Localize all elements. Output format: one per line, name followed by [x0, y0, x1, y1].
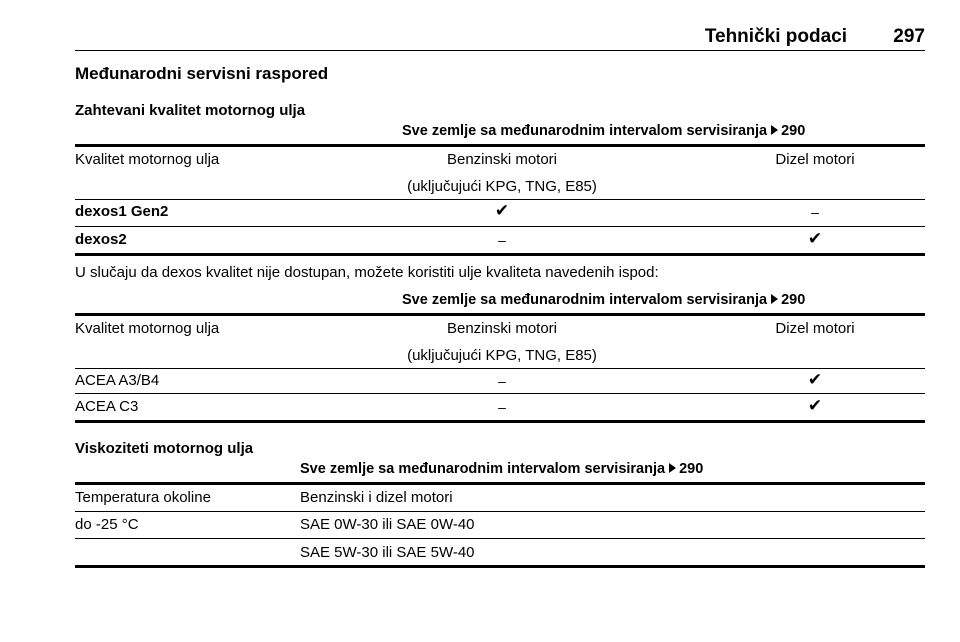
row-petrol-dash: –: [498, 232, 506, 248]
caption-ref[interactable]: 290: [679, 461, 704, 477]
row-quality: ACEA A3/B4: [75, 372, 160, 389]
arrow-right-icon: [669, 463, 676, 473]
column-header-diesel: Dizel motori: [775, 151, 855, 168]
table-caption: [300, 461, 703, 477]
table-rule: [75, 420, 925, 423]
column-header-quality: Kvalitet motornog ulja: [75, 320, 220, 337]
column-header-temperature: Temperatura okoline: [75, 489, 211, 506]
column-header-petrol-sub: (uključujući KPG, TNG, E85): [407, 178, 597, 195]
fallback-note: U slučaju da dexos kvalitet nije dostupan, možete koristiti ulje kvaliteta navedenih ispod:: [75, 264, 659, 281]
row-diesel-check: ✔: [807, 229, 823, 248]
arrow-right-icon: [771, 125, 778, 135]
caption-ref[interactable]: 290: [781, 292, 806, 308]
table-rule: [75, 482, 925, 485]
row-quality: dexos1 Gen2: [75, 203, 169, 220]
row-diesel-check: ✔: [807, 396, 823, 415]
column-header-grade: Benzinski i dizel motori: [300, 489, 453, 506]
row-diesel-dash: –: [811, 204, 819, 220]
section-title: Međunarodni servisni raspored: [75, 64, 329, 83]
oil-alternatives-table: [75, 289, 925, 429]
caption-text: Sve zemlje sa međunarodnim intervalom servisiranja: [300, 461, 666, 477]
table-caption: [402, 123, 805, 139]
caption-ref[interactable]: 290: [781, 123, 806, 139]
column-header-petrol: Benzinski motori: [446, 151, 558, 168]
column-header-petrol-sub: (uključujući KPG, TNG, E85): [407, 347, 597, 364]
table-rule: [75, 226, 925, 227]
table-rule: [75, 538, 925, 539]
row-petrol-dash: –: [498, 373, 506, 389]
oil-quality-heading: Zahtevani kvalitet motornog ulja: [75, 102, 306, 119]
table-rule: [75, 565, 925, 568]
viscosity-heading: Viskoziteti motornog ulja: [75, 440, 254, 457]
row-quality: dexos2: [75, 231, 127, 248]
table-rule: [75, 313, 925, 316]
header-title: Tehnički podaci: [704, 26, 847, 47]
caption-text: Sve zemlje sa međunarodnim intervalom servisiranja: [402, 123, 768, 139]
column-header-quality: Kvalitet motornog ulja: [75, 151, 220, 168]
row-quality: ACEA C3: [75, 398, 139, 415]
table-rule: [75, 368, 925, 369]
table-rule: [75, 511, 925, 512]
row-grade: SAE 0W-30 ili SAE 0W-40: [300, 516, 475, 533]
row-temperature: do -25 °C: [75, 516, 139, 533]
caption-text: Sve zemlje sa međunarodnim intervalom servisiranja: [402, 292, 768, 308]
column-header-diesel: Dizel motori: [775, 320, 855, 337]
viscosity-table: [75, 458, 925, 568]
table-rule: [75, 253, 925, 256]
table-rule: [75, 199, 925, 200]
row-petrol-check: ✔: [494, 201, 510, 220]
table-caption: [402, 292, 805, 308]
page-number: 297: [893, 26, 925, 47]
arrow-right-icon: [771, 294, 778, 304]
row-grade: SAE 5W-30 ili SAE 5W-40: [300, 544, 475, 561]
row-petrol-dash: –: [498, 399, 506, 415]
table-rule: [75, 144, 925, 147]
row-diesel-check: ✔: [807, 370, 823, 389]
table-rule: [75, 393, 925, 394]
oil-quality-table: [75, 120, 925, 260]
column-header-petrol: Benzinski motori: [446, 320, 558, 337]
page-header: [75, 22, 925, 51]
